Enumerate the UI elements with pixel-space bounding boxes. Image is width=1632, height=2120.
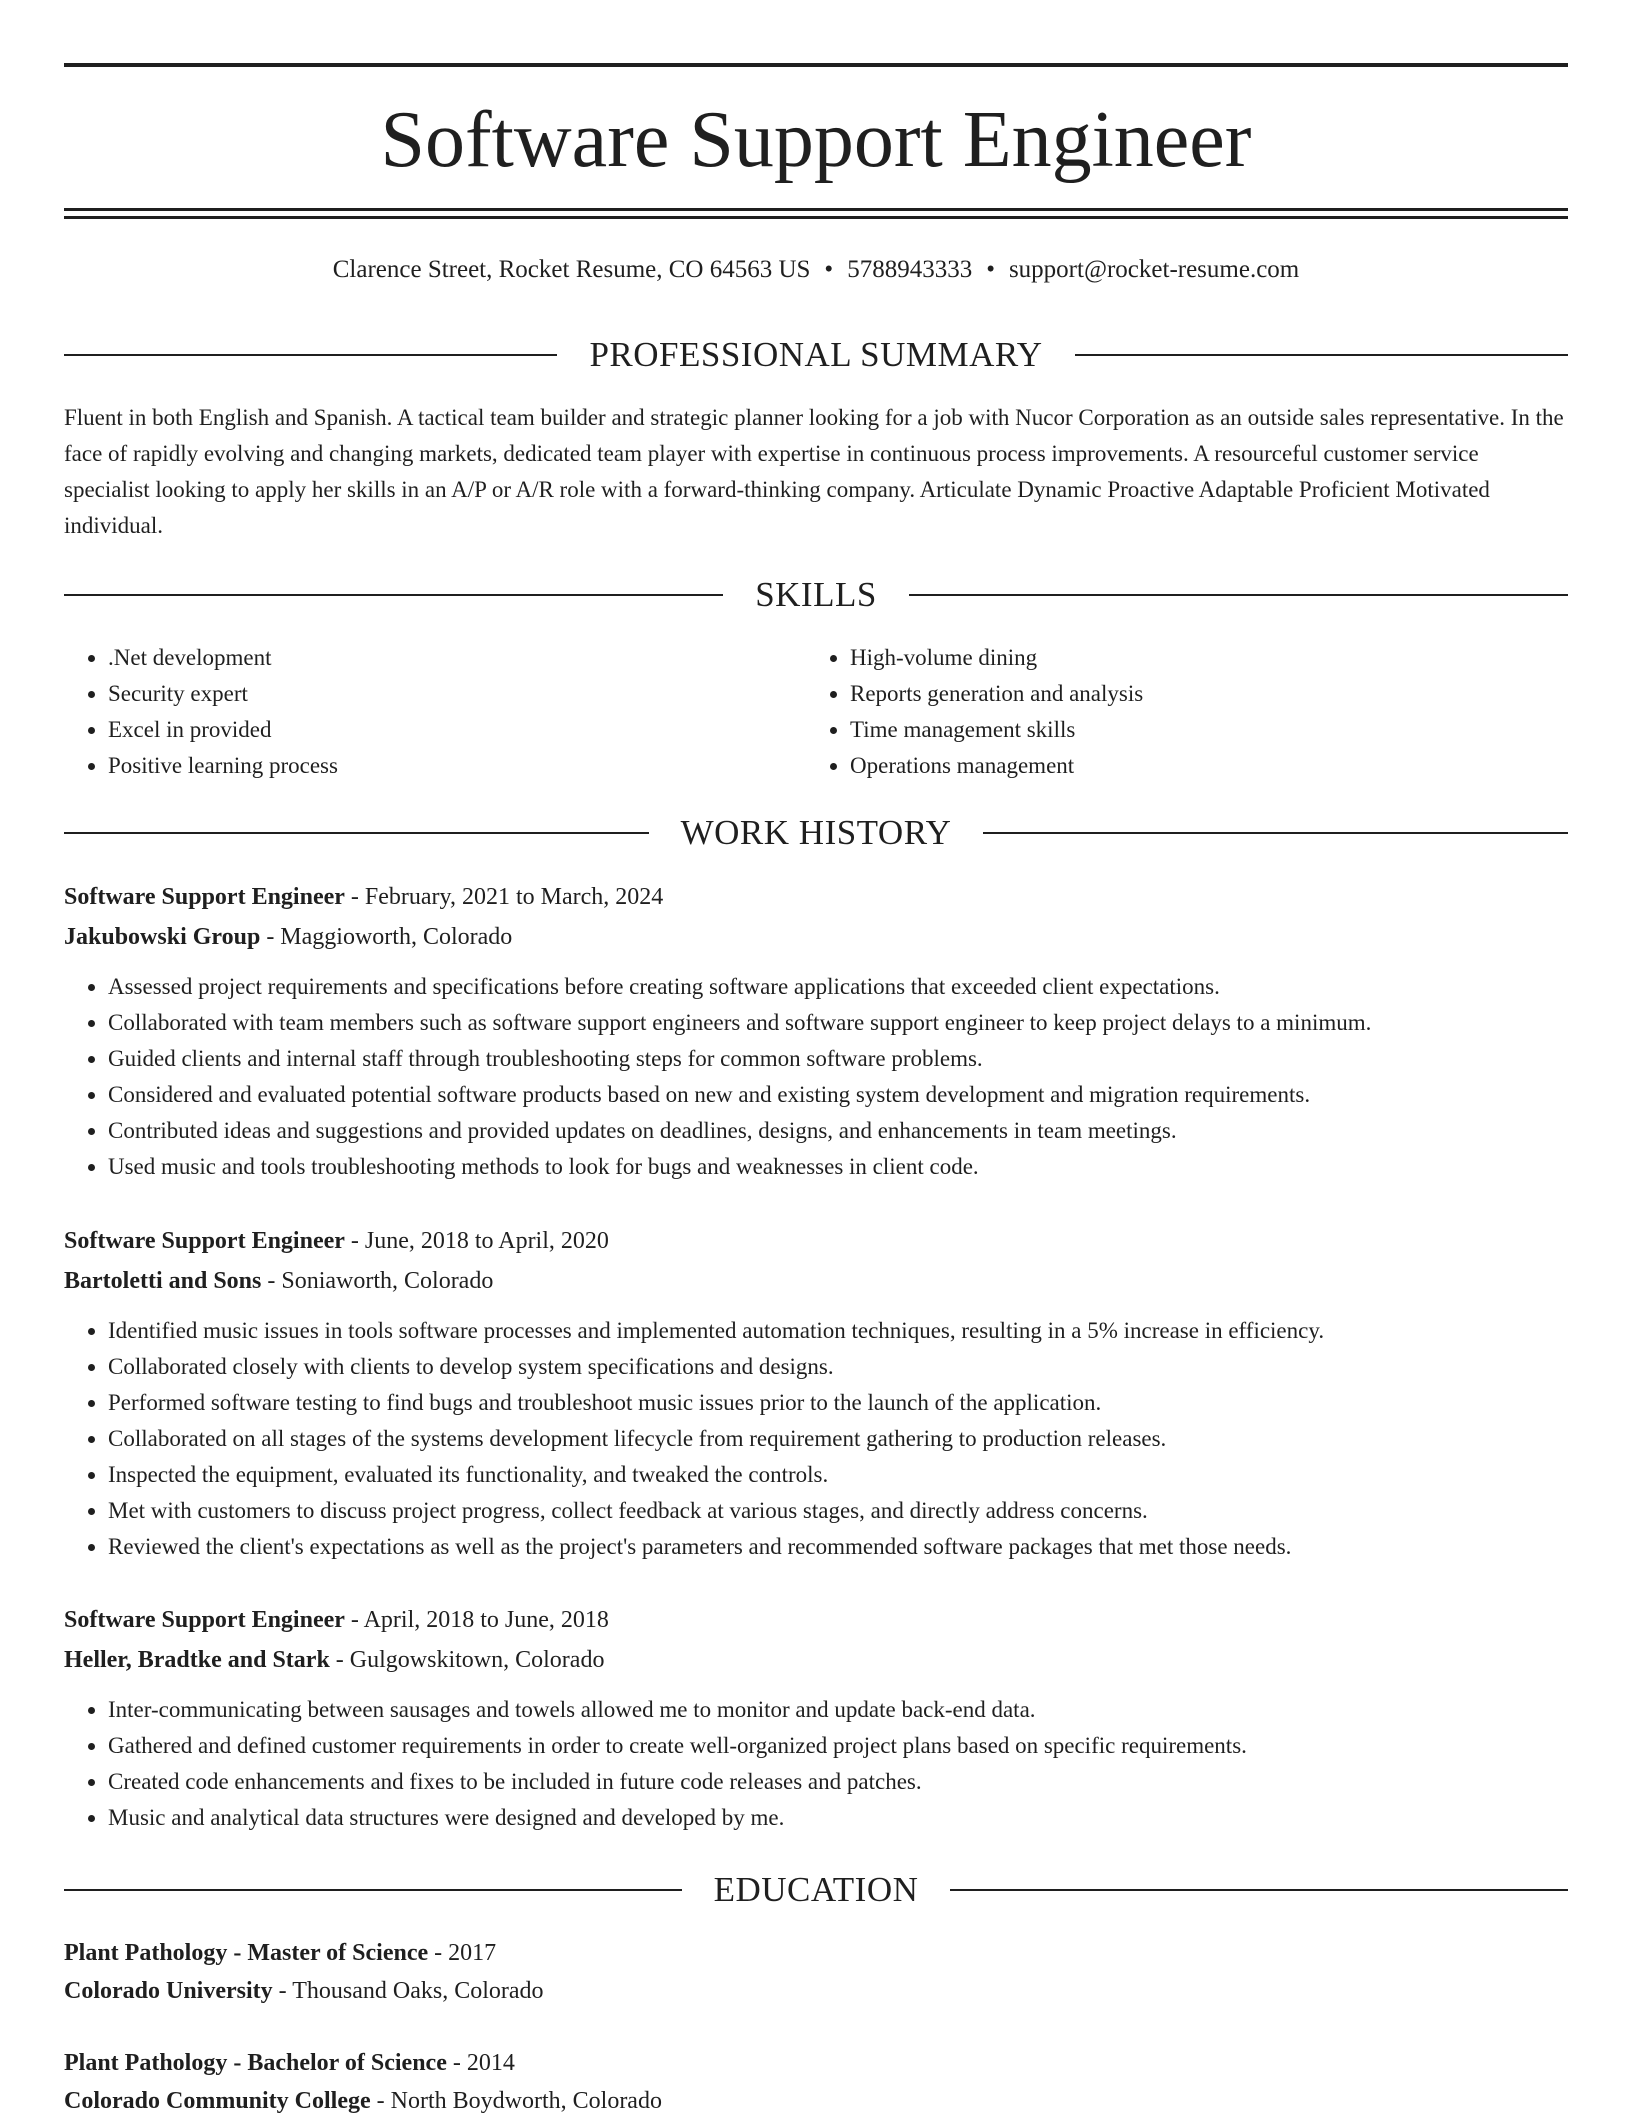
job-bullet: • Identified music issues in tools software processes and implemented automation techniques, resulting in a 5% increase in efficiency. (108, 1313, 1568, 1349)
skill-item: • Reports generation and analysis (850, 676, 1548, 712)
skills-list (64, 640, 1568, 784)
section-title-work: WORK HISTORY (680, 813, 952, 852)
skills-column-left (64, 640, 806, 784)
education-degree-line (64, 1934, 1568, 1972)
job-location: - Soniaworth, Colorado (261, 1268, 494, 1294)
section-rule-right (950, 1889, 1568, 1891)
job-location: - Maggioworth, Colorado (260, 924, 513, 950)
job-dates: - June, 2018 to April, 2020 (344, 1228, 609, 1254)
section-header-work (64, 812, 1568, 854)
section-rule-left (64, 594, 723, 596)
job-location: - Gulgowskitown, Colorado (329, 1647, 605, 1673)
education-year: - 2017 (428, 1940, 497, 1966)
section-title-summary: PROFESSIONAL SUMMARY (589, 335, 1043, 374)
job-bullet: • Collaborated on all stages of the systems development lifecycle from requirement gathering to production releases. (108, 1421, 1568, 1457)
job-bullet: • Inter-communicating between sausages and towels allowed me to monitor and update back-end data. (108, 1692, 1568, 1728)
skills-column-right (806, 640, 1548, 784)
contact-address: Clarence Street, Rocket Resume, CO 64563 US (332, 256, 811, 283)
job-bullet: • Performed software testing to find bugs and troubleshoot music issues prior to the launch of the application. (108, 1385, 1568, 1421)
skill-item: • Positive learning process (108, 748, 806, 784)
job-bullet: • Created code enhancements and fixes to be included in future code releases and patches. (108, 1764, 1568, 1800)
section-rule-right (983, 832, 1568, 834)
education-school: Colorado Community College (64, 2088, 371, 2114)
skill-item: • Operations management (850, 748, 1548, 784)
contact-line (64, 255, 1568, 285)
job-entry (64, 877, 1568, 1185)
resume-name: Software Support Engineer (380, 96, 1252, 184)
job-bullet: • Contributed ideas and suggestions and provided updates on deadlines, designs, and enhancements in team meetings. (108, 1113, 1568, 1149)
job-company-line (64, 1640, 1568, 1680)
education-school-line (64, 1972, 1568, 2010)
job-bullet: • Reviewed the client's expectations as well as the project's parameters and recommended software packages that met those needs. (108, 1529, 1568, 1565)
job-bullet: • Used music and tools troubleshooting methods to look for bugs and weaknesses in client code. (108, 1149, 1568, 1185)
contact-separator: • (986, 256, 995, 283)
section-title-skills: SKILLS (755, 575, 877, 614)
job-bullets (64, 969, 1568, 1185)
section-rule-right (909, 594, 1568, 596)
skill-item: • Excel in provided (108, 712, 806, 748)
job-bullet: • Assessed project requirements and specifications before creating software applications that exceeded client expectations. (108, 969, 1568, 1005)
contact-phone: 5788943333 (847, 256, 973, 283)
job-dates: - February, 2021 to March, 2024 (344, 884, 664, 910)
education-entry (64, 1934, 1568, 2010)
job-entry (64, 1600, 1568, 1836)
education-degree: Plant Pathology - Master of Science (64, 1940, 429, 1966)
job-role: Software Support Engineer (64, 1607, 345, 1633)
education-entry (64, 2044, 1568, 2120)
job-bullet: • Guided clients and internal staff through troubleshooting steps for common software problems. (108, 1041, 1568, 1077)
header-top-rule (64, 63, 1568, 67)
education-degree: Plant Pathology - Bachelor of Science (64, 2050, 447, 2076)
job-bullet: • Collaborated with team members such as software support engineers and software support engineer to keep project delays to a minimum. (108, 1005, 1568, 1041)
job-title-line (64, 1221, 1568, 1261)
section-rule-left (64, 354, 557, 356)
job-bullet: • Music and analytical data structures were designed and developed by me. (108, 1800, 1568, 1836)
job-bullet: • Gathered and defined customer requirements in order to create well-organized project plans based on specific requirements. (108, 1728, 1568, 1764)
job-bullets (64, 1692, 1568, 1836)
job-company: Jakubowski Group (64, 924, 261, 950)
education-location: - Thousand Oaks, Colorado (272, 1978, 544, 2004)
job-company-line (64, 1261, 1568, 1301)
summary-text: Fluent in both English and Spanish. A tactical team builder and strategic planner looking for a job with Nucor Corporation as an outside sales representative. In the face of rapidly evolving and changing markets, dedicated team player with expertise in continuous process improvements. A resourceful customer service specialist looking to apply her skills in an A/P or A/R role with a forward-thinking company. Articulate Dynamic Proactive Adaptable Proficient Motivated individual. (64, 405, 1564, 538)
job-role: Software Support Engineer (64, 1228, 345, 1254)
section-rule-right (1075, 354, 1568, 356)
job-bullet: • Collaborated closely with clients to develop system specifications and designs. (108, 1349, 1568, 1385)
contact-email: support@rocket-resume.com (1008, 256, 1300, 283)
job-dates: - April, 2018 to June, 2018 (344, 1607, 609, 1633)
section-rule-left (64, 1889, 682, 1891)
job-bullet: • Inspected the equipment, evaluated its functionality, and tweaked the controls. (108, 1457, 1568, 1493)
job-company: Heller, Bradtke and Stark (64, 1647, 330, 1673)
skill-item: • .Net development (108, 640, 806, 676)
job-bullets (64, 1313, 1568, 1565)
skill-item: • Time management skills (850, 712, 1548, 748)
section-header-summary (64, 334, 1568, 376)
education-school-line (64, 2082, 1568, 2120)
skill-item: • High-volume dining (850, 640, 1548, 676)
job-bullet: • Considered and evaluated potential software products based on new and existing system development and migration requirements. (108, 1077, 1568, 1113)
contact-separator: • (824, 256, 834, 283)
job-role: Software Support Engineer (64, 884, 345, 910)
education-year: - 2014 (446, 2050, 515, 2076)
header-double-rule-lower (64, 216, 1568, 219)
job-entry (64, 1221, 1568, 1565)
header-double-rule-upper (64, 208, 1568, 211)
section-header-education (64, 1869, 1568, 1911)
education-degree-line (64, 2044, 1568, 2082)
job-company: Bartoletti and Sons (64, 1268, 262, 1294)
education-location: - North Boydworth, Colorado (370, 2088, 662, 2114)
section-header-skills (64, 574, 1568, 616)
job-title-line (64, 1600, 1568, 1640)
job-title-line (64, 877, 1568, 917)
job-company-line (64, 917, 1568, 957)
section-rule-left (64, 832, 649, 834)
skill-item: • Security expert (108, 676, 806, 712)
education-school: Colorado University (64, 1978, 273, 2004)
section-title-education: EDUCATION (713, 1870, 919, 1909)
job-bullet: • Met with customers to discuss project progress, collect feedback at various stages, and directly address concerns. (108, 1493, 1568, 1529)
